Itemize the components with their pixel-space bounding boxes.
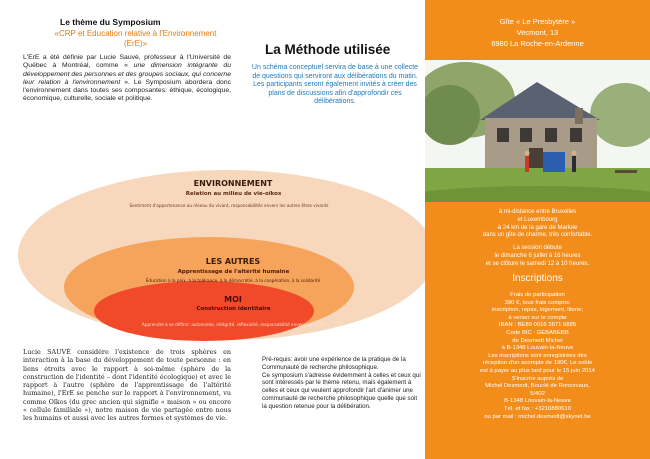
sphere-others-subtitle: Apprentissage de l'altérité humaine bbox=[177, 269, 290, 275]
location-line-2: et Luxembourg bbox=[517, 216, 558, 223]
location-info bbox=[425, 209, 650, 240]
symposium-description bbox=[23, 54, 231, 104]
right-column bbox=[425, 0, 650, 459]
person-2 bbox=[572, 156, 576, 172]
inscriptions-line: à verser sur le compte bbox=[508, 314, 567, 321]
sphere-environment-subtitle: Relation au milieu de vie-oïkos bbox=[185, 191, 282, 197]
venue-photo bbox=[425, 60, 650, 202]
inscriptions-line: est à payer au plus tard pour le 15 juin 2014 bbox=[480, 367, 595, 374]
garden-table bbox=[615, 170, 637, 173]
location-line-1: à mi-distance entre Bruxelles bbox=[498, 209, 577, 215]
person-2-head bbox=[572, 151, 577, 156]
window-1 bbox=[497, 128, 509, 142]
sphere-self-subtitle: Construction identitaire bbox=[196, 306, 271, 312]
sphere-others-detail: Éducation à la paix, à la tolérance, à la démocratie, à la coopération, à la solidarité bbox=[145, 278, 321, 283]
person-1-head bbox=[525, 151, 530, 156]
inscriptions-line: Frais de participation bbox=[510, 292, 565, 298]
inscriptions-line: Code BIC : GEBABEBB bbox=[506, 329, 569, 336]
inscriptions-line: réception d'un acompte de 190€. Le solde bbox=[482, 360, 593, 367]
prerequisites-p1: Pré-requis: avoir une expérience de la pratique de la Communauté de recherche philosophique. bbox=[262, 356, 406, 371]
inscriptions-details bbox=[425, 292, 650, 421]
inscriptions-line: inscription, repas, logement, literie; bbox=[491, 307, 584, 314]
contact-email[interactable]: ou par mail : michel.desmedt@skynet.be bbox=[484, 413, 591, 420]
sphere-self-title: MOI bbox=[224, 295, 242, 304]
inscriptions-line: IBAN : BE89 0016 3871 6885 bbox=[498, 322, 577, 329]
symposium-title: Le thème du Symposium bbox=[60, 17, 161, 27]
sphere-self-detail: Apprendre à se définir: autonomie, intégrité, réflexivité, responsabilité envers ses actes bbox=[141, 322, 327, 327]
venue-street: Vecmont, 13 bbox=[516, 28, 559, 37]
session-line-3: et se clôture le samedi 12 à 10 heures. bbox=[485, 260, 590, 267]
inscriptions-line: 390 €, tous frais compris: bbox=[504, 299, 571, 306]
session-line-1: La session débute bbox=[513, 245, 562, 251]
prerequisites bbox=[262, 356, 422, 411]
person-1 bbox=[525, 156, 529, 172]
sphere-others-title: LES AUTRES bbox=[205, 257, 261, 266]
sphere-environment-detail: Sentiment d'appartenance au réseau du vivant, responsabilités envers les autres êtres vivants bbox=[129, 203, 329, 208]
prerequisites-p2: Ce symposium s'adresse évidemment à celles et ceux qui sont intéressés par le thème retenu, mais également à celles et ceux qui veulent approfondir l'art d'animer une communauté de recherche philosophique quelle que soit la question retenue pour la délibération. bbox=[262, 371, 421, 410]
door bbox=[529, 148, 543, 170]
window-4 bbox=[570, 128, 582, 142]
window-3 bbox=[545, 128, 557, 142]
inscriptions-line: de Desmedt Michel bbox=[512, 337, 563, 344]
inscriptions-line: Tél. et fax : +3210880610 bbox=[504, 405, 571, 412]
inscriptions-title: Inscriptions bbox=[512, 273, 563, 284]
venue-address bbox=[425, 16, 650, 49]
location-line-4: dans un gîte de charme, très confortable. bbox=[482, 232, 593, 239]
house-illustration bbox=[425, 60, 650, 202]
middle-column bbox=[240, 0, 425, 459]
session-info bbox=[425, 245, 650, 268]
inscriptions-line: Michel Desmedt, Bouclé de Roncevaux, bbox=[485, 383, 590, 390]
venue-name: Gîte « Le Presbytère » bbox=[499, 17, 576, 26]
symposium-description-a: L'ErE a été définie par Lucie Sauvé, professeur à l'Université de Québec à Montréal, comme « bbox=[23, 54, 231, 70]
inscriptions-line: à B-1348 Louvain-la-Neuve bbox=[501, 345, 574, 352]
method-description: Un schéma conceptuel servira de base à une collecte de questions qui serviront aux délibérations du matin. Les participants seront également invités à créer des plans de discussions afin d'approfondir ces délibérations. bbox=[251, 64, 419, 105]
inscriptions-line: B-1348 Louvain-la-Neuve bbox=[504, 398, 571, 405]
method-title: La Méthode utilisée bbox=[265, 42, 391, 57]
sauve-paragraph: Lucie SAUVÉ considère l'existence de trois sphères en interaction à la base du développement de toute personne : en liens étroits avec le rapport à soi-même (sphère de la construction de l'identité – dont l'identité écologique) et avec le rapport à l'autre (sphère de l'apprentissage de l'altérité humaine), l'ErE se penche sur le rapport à l'environnement, vu comme Oïkos (du grec ancien qui signifie « maison » ou encore « cellule familiale »), notre maison de vie partagée entre nous les humains et aussi avec les autres formes et systèmes de vie. bbox=[23, 348, 231, 423]
inscriptions-line: Les inscriptions sont enregistrées dès bbox=[488, 352, 587, 359]
venue-city: 6980 La Roche-en-Ardenne bbox=[491, 39, 584, 48]
symposium-quote: une dimension intégrante du développement des personnes et des groupes sociaux, qui concerne leur relation à l'environnement bbox=[23, 62, 231, 86]
sphere-environment-title: ENVIRONNEMENT bbox=[193, 179, 273, 188]
inscriptions-line: 5/402 bbox=[530, 390, 545, 397]
symposium-subtitle: «CRP et Education relative à l'Environnement (ErE)» bbox=[54, 29, 217, 48]
session-line-2: le dimanche 6 juillet à 16 heures bbox=[494, 252, 581, 259]
symposium-description-c: ». Le Symposium abordera donc l'environnement dans toutes ses composantes: éthique, écologique, économique, culturelle, sociale et politique. bbox=[23, 78, 232, 103]
chimney bbox=[575, 108, 583, 124]
game-board bbox=[543, 152, 565, 172]
inscriptions-line: S'inscrire auprès de bbox=[511, 375, 564, 382]
window-2 bbox=[520, 128, 532, 142]
location-line-3: à 24 km de la gare de Marloie bbox=[497, 224, 578, 231]
